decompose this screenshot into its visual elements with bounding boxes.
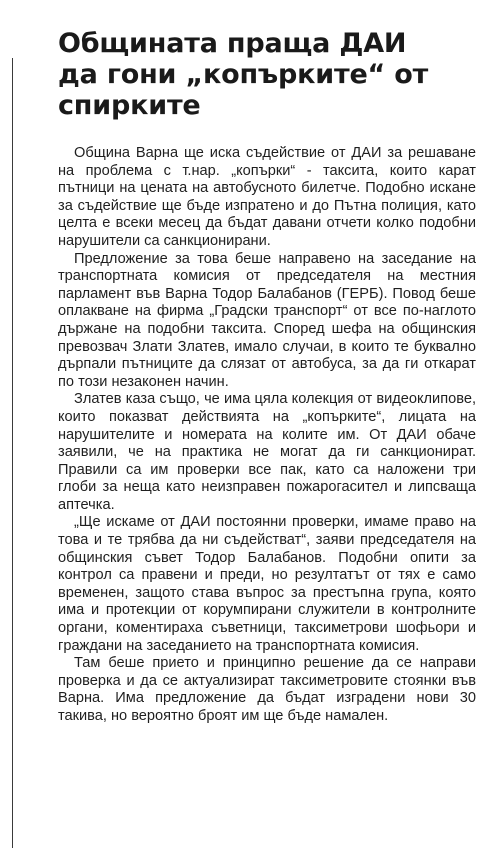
column-divider-rule xyxy=(12,58,13,848)
article-paragraph-5: Там беше прието и принципно решение да се направи проверка и да се актуализират таксиметровите стоянки във Варна. Има предложение да бъдат изградени нови 30 такива, но вероятно броят им ще бъде намален. xyxy=(58,655,476,724)
article-body xyxy=(58,145,476,726)
headline-line-3: спирките xyxy=(58,90,201,121)
article-paragraph-4: „Ще искаме от ДАИ постоянни проверки, имаме право на това и те трябва да ни съдействат“, заяви председателя на общинския съвет Тодор Балабанов. Подобни опити за контрол са правени и преди, но резултатът от тях е само временен, защото става въпрос за престъпна група, която има и протекции от корумпирани служители в контролните органи, коментираха съветници, таксиметрови шофьори и граждани на заседанието на транспортната комисия. xyxy=(58,514,476,654)
article-paragraph-1: Община Варна ще иска съдействие от ДАИ за решаване на проблема с т.нар. „копърки“ - таксита, които карат пътници на цената на автобусното билетче. Подобно искане за съдействие ще бъде изпратено и до Пътна полиция, като целта е всеки месец да бъдат давани отчети колко подобни нарушители са санкционирани. xyxy=(58,145,476,249)
headline-line-1: Общината праща ДАИ xyxy=(58,28,407,59)
headline-line-2: да гони „копърките“ от xyxy=(58,59,429,90)
news-article xyxy=(58,28,476,726)
article-paragraph-2: Предложение за това беше направено на заседание на транспортната комисия от председателя на местния парламент във Варна Тодор Балабанов (ГЕРБ). Повод беше оплакване на фирма „Градски транспорт“ от все по-наглото държане на подобни таксита. Според шефа на общинския превозвач Злати Златев, имало случаи, в които те буквално дърпали пътниците да слязат от автобуса, за да ги откарат по този незаконен начин. xyxy=(58,250,476,390)
article-paragraph-3: Златев каза също, че има цяла колекция от видеоклипове, които показват действията на „копърките“, лицата на нарушителите и номерата на колите им. От ДАИ обаче заявили, че на практика не могат да ги санкционират. Правили са им проверки все пак, като са наложени три глоби за неща като неизправен пожарогасител и липсваща аптечка. xyxy=(58,391,476,513)
article-headline xyxy=(58,28,476,121)
